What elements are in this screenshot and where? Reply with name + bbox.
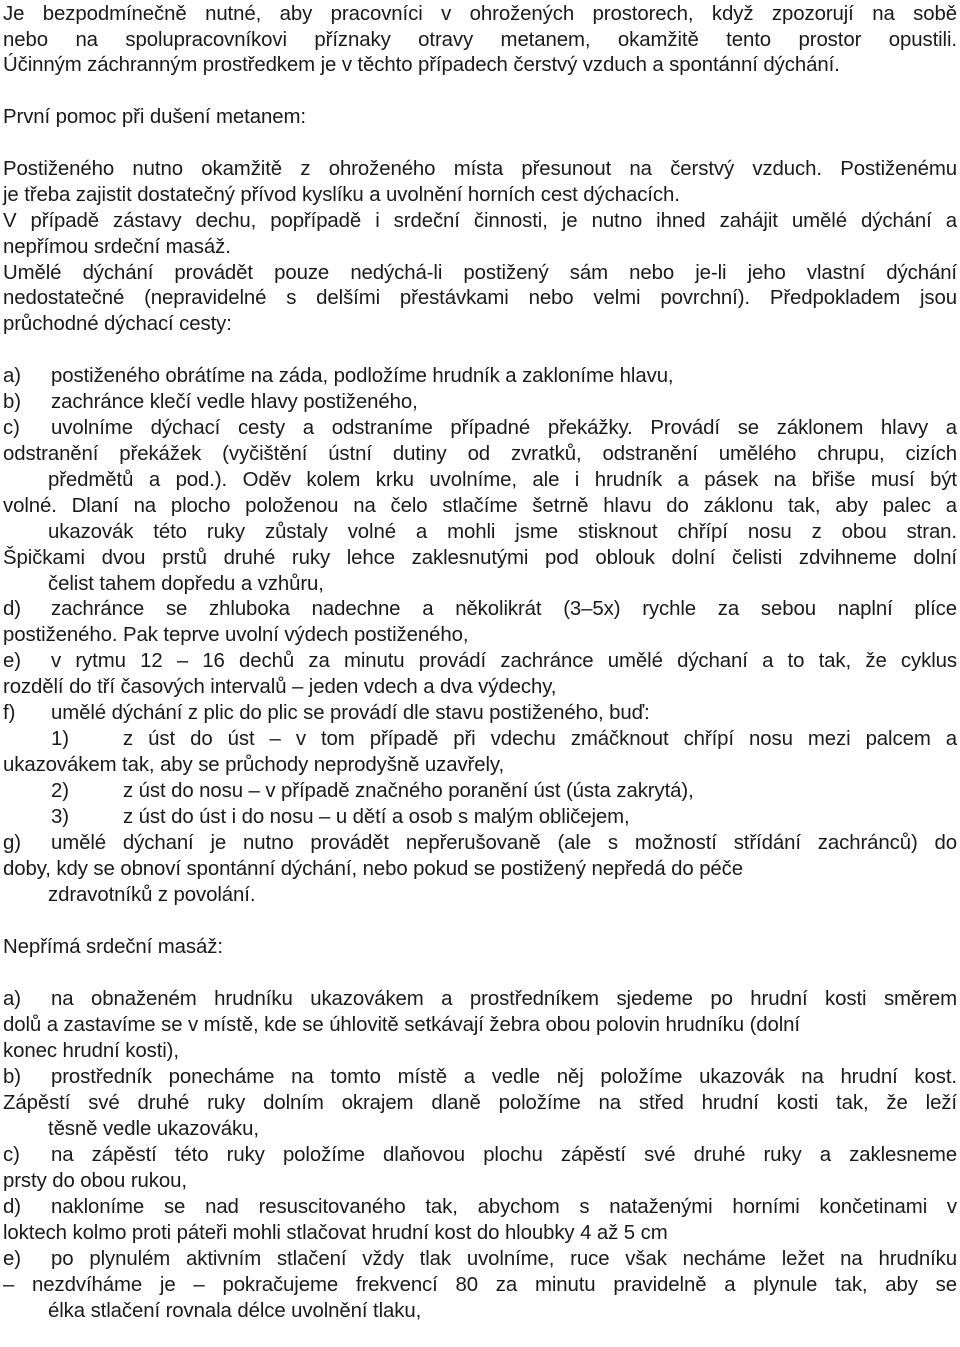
list-text: na zápěstí této ruky položíme dlaňovou plochu zápěstí své druhé ruky a zaklesneme bbox=[51, 1144, 957, 1166]
text-line: ukazovákem tak, aby se průchody neprodyšně uzavřely, bbox=[3, 754, 505, 776]
text-line: Postiženého nutno okamžitě z ohroženého místa přesunout na čerstvý vzduch. Postiženému bbox=[3, 158, 957, 180]
text-line: čelist tahem dopředu a vzhůru, bbox=[48, 573, 324, 595]
text-line: V případě zástavy dechu, popřípadě i srdeční činnosti, je nutno ihned zahájit umělé dýchání a bbox=[3, 210, 957, 232]
section-heading: První pomoc při dušení metanem: bbox=[3, 106, 306, 128]
text-line: nebo na spolupracovníkovi příznaky otravy metanem, okamžitě tento prostor opustili. bbox=[3, 29, 957, 51]
text-line: doby, kdy se obnoví spontánní dýchání, nebo pokud se postižený nepředá do péče bbox=[3, 858, 744, 880]
sublist-label: 3) bbox=[51, 806, 69, 828]
list-text: zachránce klečí vedle hlavy postiženého, bbox=[51, 391, 418, 413]
text-line: nedostatečné (nepravidelné s delšími přestávkami nebo velmi povrchní). Předpokladem jsou bbox=[3, 287, 957, 309]
list-label: b) bbox=[3, 1066, 21, 1088]
list-item-d bbox=[3, 1195, 957, 1220]
section-heading: Nepřímá srdeční masáž: bbox=[3, 936, 223, 958]
text-line: postiženého. Pak teprve uvolní výdech postiženého, bbox=[3, 624, 469, 646]
sublist-label: 2) bbox=[51, 780, 69, 802]
list-item-a bbox=[3, 364, 957, 389]
list-label: d) bbox=[3, 598, 21, 620]
text-line: Špičkami dvou prstů druhé ruky lehce zaklesnutými pod oblouk dolní čelisti zdvihneme dolní bbox=[3, 547, 957, 569]
list-label: g) bbox=[3, 832, 21, 854]
list-item-e bbox=[3, 649, 957, 674]
text-line: Je bezpodmínečně nutné, aby pracovníci v ohrožených prostorech, když zpozorují na sobě bbox=[3, 3, 957, 25]
text-line: Zápěstí své druhé ruky dolním okrajem dlaně položíme na střed hrudní kosti tak, že leží bbox=[3, 1092, 957, 1114]
list-text: umělé dýchaní je nutno provádět nepřerušovaně (ale s možností střídání zachránců) do bbox=[51, 832, 957, 854]
text-line: volné. Dlaní na plocho položenou na čelo stlačíme šetrně hlavu do záklonu tak, aby palec a bbox=[3, 495, 957, 517]
list-item-e bbox=[3, 1247, 957, 1272]
text-line: loktech kolmo proti páteři mohli stlačovat hrudní kost do hloubky 4 až 5 cm bbox=[3, 1222, 668, 1244]
list-label: e) bbox=[3, 650, 21, 672]
text-line: dolů a zastavíme se v místě, kde se úhlovitě setkávají žebra obou polovin hrudníku (dolní bbox=[3, 1014, 800, 1036]
list-label: d) bbox=[3, 1196, 21, 1218]
list-label: a) bbox=[3, 988, 21, 1010]
sublist-item-1 bbox=[3, 727, 957, 752]
list-item-d bbox=[3, 597, 957, 622]
list-label: c) bbox=[3, 1144, 20, 1166]
text-line: – nezdvíháme je – pokračujeme frekvencí 80 za minutu pravidelně a plynule tak, aby se bbox=[3, 1274, 957, 1296]
text-line: ukazovák této ruky zůstaly volné a mohli jsme stisknout chřípí nosu z obou stran. bbox=[48, 521, 957, 543]
sublist-text: z úst do nosu – v případě značného poranění úst (ústa zakrytá), bbox=[123, 780, 694, 802]
text-line: rozdělí do tří časových intervalů – jeden vdech a dva výdechy, bbox=[3, 676, 557, 698]
text-line: prsty do obou rukou, bbox=[3, 1170, 187, 1192]
list-text: zachránce se zhluboka nadechne a několikrát (3–5x) rychle za sebou naplní plíce bbox=[51, 598, 957, 620]
list-label: b) bbox=[3, 391, 21, 413]
sublist-item-2 bbox=[3, 779, 957, 804]
sublist-text: z úst do úst i do nosu – u dětí a osob s malým obličejem, bbox=[123, 806, 630, 828]
list-text: prostředník ponecháme na tomto místě a vedle něj položíme ukazovák na hrudní kost. bbox=[51, 1066, 957, 1088]
text-line: nepřímou srdeční masáž. bbox=[3, 236, 231, 258]
text-line: předmětů a pod.). Oděv kolem krku uvolníme, ale i hrudník a pásek na břiše musí být bbox=[48, 469, 957, 491]
text-line: élka stlačení rovnala délce uvolnění tlaku, bbox=[48, 1300, 422, 1322]
text-line: těsně vedle ukazováku, bbox=[48, 1118, 259, 1140]
sublist-label: 1) bbox=[51, 728, 69, 750]
list-text: nakloníme se nad resuscitovaného tak, abychom s nataženými horními končetinami v bbox=[51, 1196, 957, 1218]
list-item-c bbox=[3, 1143, 957, 1168]
list-item-a bbox=[3, 987, 957, 1012]
text-line: konec hrudní kosti), bbox=[3, 1040, 179, 1062]
sublist-text: z úst do úst – v tom případě při vdechu zmáčknout chřípí nosu mezi palcem a bbox=[123, 728, 957, 750]
list-item-b bbox=[3, 390, 957, 415]
list-item-g bbox=[3, 831, 957, 856]
text-line: zdravotníků z povolání. bbox=[48, 884, 256, 906]
text-line: Umělé dýchání provádět pouze nedýchá-li postižený sám nebo je-li jeho vlastní dýchání bbox=[3, 262, 957, 284]
text-line: je třeba zajistit dostatečný přívod kyslíku a uvolnění horních cest dýchacích. bbox=[3, 184, 680, 206]
list-label: f) bbox=[3, 702, 16, 724]
list-text: po plynulém aktivním stlačení vždy tlak uvolníme, ruce však necháme ležet na hrudníku bbox=[51, 1248, 957, 1270]
text-line: Účinným záchranným prostředkem je v těchto případech čerstvý vzduch a spontánní dýchání. bbox=[3, 54, 840, 76]
list-text: v rytmu 12 – 16 dechů za minutu provádí zachránce umělé dýchaní a to tak, že cyklus bbox=[51, 650, 957, 672]
list-label: c) bbox=[3, 417, 20, 439]
list-label: a) bbox=[3, 365, 21, 387]
text-line: průchodné dýchací cesty: bbox=[3, 313, 232, 335]
text-line: odstranění překážek (vyčištění ústní dutiny od zvratků, odstranění umělého chrupu, cizích bbox=[3, 443, 957, 465]
list-text: postiženého obrátíme na záda, podložíme hrudník a zakloníme hlavu, bbox=[51, 365, 674, 387]
list-item-b bbox=[3, 1065, 957, 1090]
sublist-item-3 bbox=[3, 805, 957, 830]
list-text: umělé dýchání z plic do plic se provádí dle stavu postiženého, buď: bbox=[51, 702, 650, 724]
list-label: e) bbox=[3, 1248, 21, 1270]
list-text: na obnaženém hrudníku ukazovákem a prostředníkem sjedeme po hrudní kosti směrem bbox=[51, 988, 957, 1010]
list-text: uvolníme dýchací cesty a odstraníme případné překážky. Provádí se záklonem hlavy a bbox=[51, 417, 957, 439]
list-item-c bbox=[3, 416, 957, 441]
list-item-f bbox=[3, 701, 957, 726]
